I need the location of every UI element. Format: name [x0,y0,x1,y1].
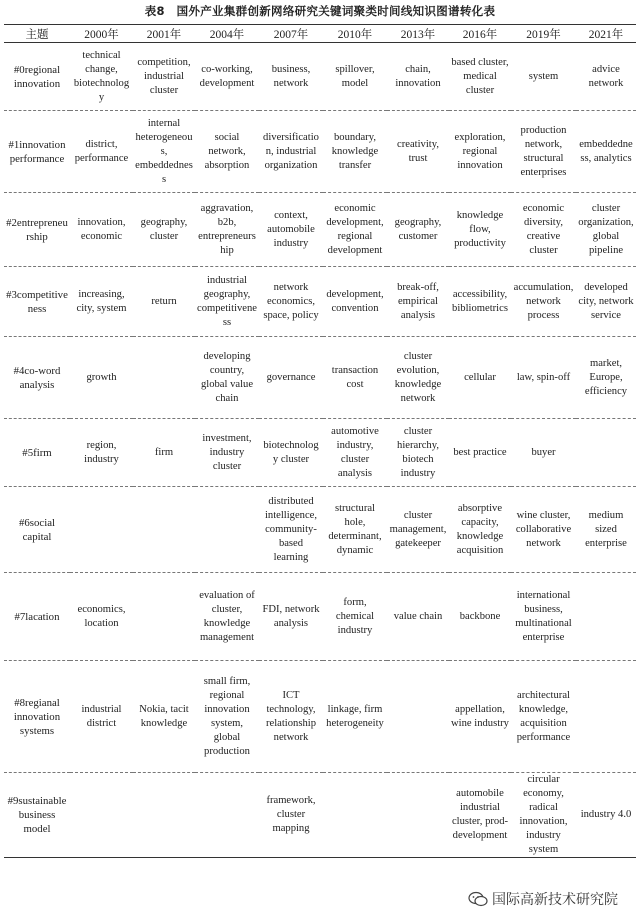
keyword-cell: international business, multinational enterprise [511,573,576,661]
keyword-cell: economic development, regional development [323,193,387,267]
keyword-cell: wine cluster, collaborative network [511,487,576,573]
keyword-cell: best practice [449,419,511,487]
topic-cell: #4co-word analysis [4,337,70,419]
keyword-cell: advice network [576,43,636,111]
keyword-cell [576,573,636,661]
keyword-cell: form, chemical industry [323,573,387,661]
table-row [4,267,636,337]
keyword-cell: co-working, development [195,43,259,111]
table-row [4,773,636,858]
header-year: 2021年 [576,25,636,43]
keyword-cell: development, convention [323,267,387,337]
wechat-icon [468,891,488,907]
keyword-cell: appellation, wine industry [449,661,511,773]
keyword-cell: district, performance [70,111,133,193]
keyword-cell: distributed intelligence, community-based learning [259,487,323,573]
keyword-cell: industrial geography, competitiveness [195,267,259,337]
topic-cell: #9sustainable business model [4,773,70,858]
keyword-cell [133,573,195,661]
keyword-cell: firm [133,419,195,487]
keyword-cell: circular economy, radical innovation, industry system [511,773,576,858]
table-row [4,487,636,573]
keyword-timeline-table [4,24,636,858]
keyword-cell [195,773,259,858]
topic-cell: #1innovation performance [4,111,70,193]
keyword-cell: social network, absorption [195,111,259,193]
keyword-cell: automotive industry, cluster analysis [323,419,387,487]
keyword-cell: absorptive capacity, knowledge acquisition [449,487,511,573]
keyword-cell: growth [70,337,133,419]
keyword-cell: investment, industry cluster [195,419,259,487]
keyword-cell: cluster hierarchy, biotech industry [387,419,449,487]
topic-cell: #5firm [4,419,70,487]
keyword-cell: value chain [387,573,449,661]
keyword-cell: structural hole, determinant, dynamic [323,487,387,573]
keyword-cell: break-off, empirical analysis [387,267,449,337]
keyword-cell: context, automobile industry [259,193,323,267]
keyword-cell: cluster evolution, knowledge network [387,337,449,419]
keyword-cell: internal heterogeneous, embeddedness [133,111,195,193]
topic-cell: #0regional innovation [4,43,70,111]
keyword-cell: biotechnology cluster [259,419,323,487]
keyword-cell [133,487,195,573]
header-year: 2007年 [259,25,323,43]
keyword-cell: exploration, regional innovation [449,111,511,193]
header-year: 2016年 [449,25,511,43]
keyword-cell: small firm, regional innovation system, global production [195,661,259,773]
topic-cell: #8regianal innovation systems [4,661,70,773]
watermark [466,889,620,909]
keyword-cell: ICT technology, relationship network [259,661,323,773]
keyword-cell [70,487,133,573]
keyword-cell: network economics, space, policy [259,267,323,337]
topic-cell: #7lacation [4,573,70,661]
keyword-cell: return [133,267,195,337]
keyword-cell: diversification, industrial organization [259,111,323,193]
keyword-cell: economic diversity, creative cluster [511,193,576,267]
header-year: 2001年 [133,25,195,43]
header-year: 2010年 [323,25,387,43]
keyword-cell: industry 4.0 [576,773,636,858]
keyword-cell: accumulation, network process [511,267,576,337]
keyword-cell: chain, innovation [387,43,449,111]
keyword-cell: based cluster, medical cluster [449,43,511,111]
keyword-cell: cluster organization, global pipeline [576,193,636,267]
keyword-cell: region, industry [70,419,133,487]
keyword-cell [387,773,449,858]
keyword-cell: accessibility, bibliometrics [449,267,511,337]
keyword-cell: framework, cluster mapping [259,773,323,858]
keyword-cell: governance [259,337,323,419]
header-row [4,25,636,43]
keyword-cell: industrial district [70,661,133,773]
keyword-cell [323,773,387,858]
keyword-cell: knowledge flow, productivity [449,193,511,267]
topic-cell: #3competitiveness [4,267,70,337]
keyword-cell: economics, location [70,573,133,661]
keyword-cell: creativity, trust [387,111,449,193]
keyword-cell: increasing, city, system [70,267,133,337]
keyword-cell: FDI, network analysis [259,573,323,661]
header-year: 2000年 [70,25,133,43]
keyword-cell: geography, customer [387,193,449,267]
table-body [4,43,636,858]
keyword-cell [133,773,195,858]
keyword-cell: backbone [449,573,511,661]
table-row [4,337,636,419]
keyword-cell: competition, industrial cluster [133,43,195,111]
table-row [4,573,636,661]
keyword-cell: Nokia, tacit knowledge [133,661,195,773]
header-year: 2019年 [511,25,576,43]
header-year: 2004年 [195,25,259,43]
table-row [4,419,636,487]
keyword-cell [576,661,636,773]
watermark-text: 国际高新技术研究院 [492,892,618,908]
keyword-cell: developing country, global value chain [195,337,259,419]
table-row [4,661,636,773]
keyword-cell: spillover, model [323,43,387,111]
keyword-cell: production network, structural enterprises [511,111,576,193]
keyword-cell: cellular [449,337,511,419]
keyword-cell: evaluation of cluster, knowledge management [195,573,259,661]
topic-cell: #6social capital [4,487,70,573]
keyword-cell: medium sized enterprise [576,487,636,573]
keyword-cell: innovation, economic [70,193,133,267]
keyword-cell [576,419,636,487]
keyword-cell: system [511,43,576,111]
header-year: 2013年 [387,25,449,43]
keyword-cell: cluster management, gatekeeper [387,487,449,573]
keyword-cell: architectural knowledge, acquisition performance [511,661,576,773]
keyword-cell: linkage, firm heterogeneity [323,661,387,773]
keyword-cell: geography, cluster [133,193,195,267]
table-row [4,111,636,193]
keyword-cell [387,661,449,773]
table-row [4,43,636,111]
keyword-cell: embeddedness, analytics [576,111,636,193]
table-title: 表8 国外产业集群创新网络研究关键词聚类时间线知识图谱转化表 [144,4,496,18]
keyword-cell: business, network [259,43,323,111]
keyword-cell: developed city, network service [576,267,636,337]
keyword-cell: technical change, biotechnology [70,43,133,111]
keyword-cell: buyer [511,419,576,487]
keyword-cell [195,487,259,573]
keyword-cell: aggravation, b2b, entrepreneurship [195,193,259,267]
keyword-cell: market, Europe, efficiency [576,337,636,419]
table-row [4,193,636,267]
keyword-cell [70,773,133,858]
topic-cell: #2entrepreneurship [4,193,70,267]
keyword-cell: boundary, knowledge transfer [323,111,387,193]
header-topic: 主题 [4,25,70,43]
keyword-cell: transaction cost [323,337,387,419]
keyword-cell: law, spin-off [511,337,576,419]
keyword-cell: automobile industrial cluster, prod-development [449,773,511,858]
keyword-cell [133,337,195,419]
